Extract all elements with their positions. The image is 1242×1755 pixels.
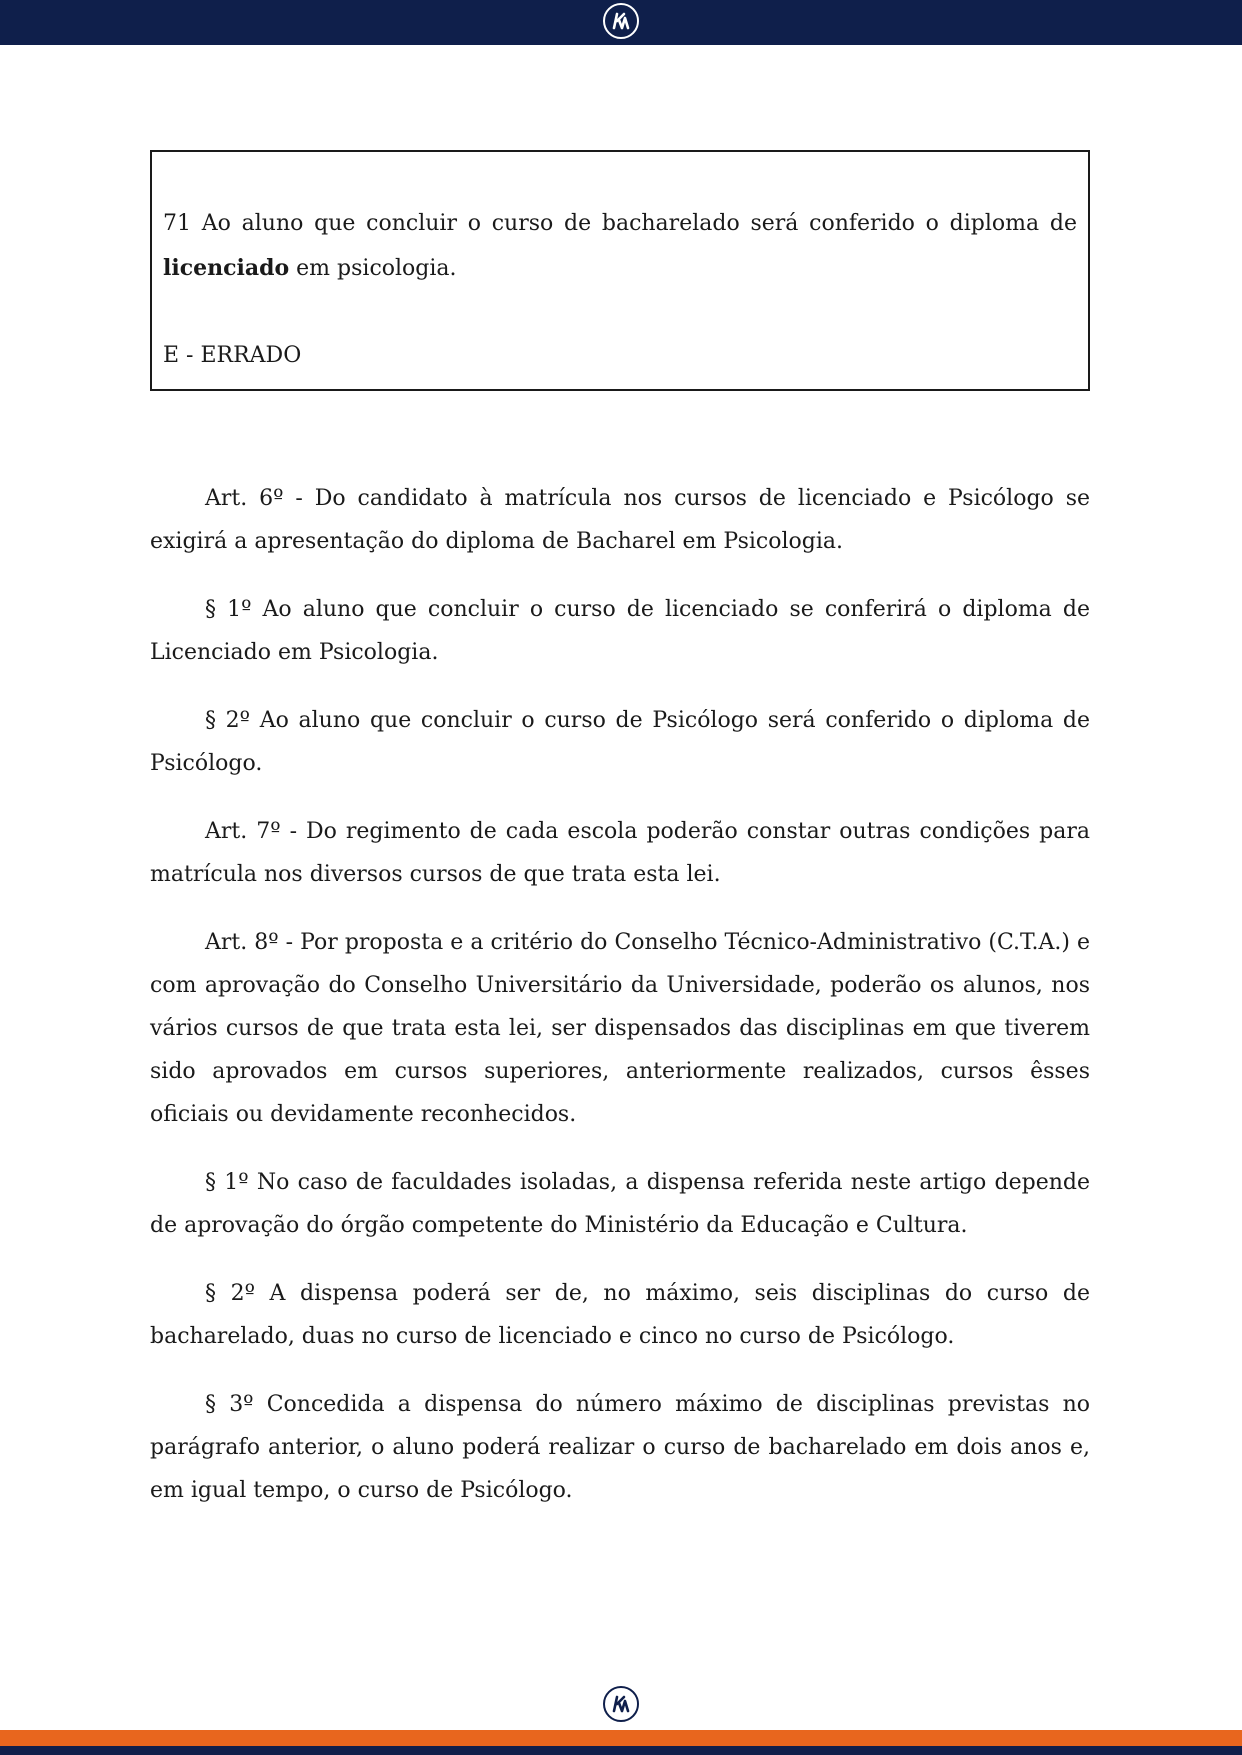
- paragraph-art-7: Art. 7º - Do regimento de cada escola poderão constar outras condições para matrícula nos diversos cursos de que trata esta lei.: [150, 819, 1090, 887]
- answer-label: E - ERRADO: [163, 343, 302, 368]
- question-box: [150, 150, 1090, 391]
- paragraph-art-8-sec-2: § 2º A dispensa poderá ser de, no máximo, seis disciplinas do curso de bacharelado, duas no curso de licenciado e cinco no curso de Psicólogo.: [150, 1281, 1090, 1349]
- paragraph-art-8-sec-3: § 3º Concedida a dispensa do número máximo de disciplinas previstas no parágrafo anterior, o aluno poderá realizar o curso de bacharelado em dois anos e, em igual tempo, o curso de Psicólogo.: [150, 1392, 1090, 1503]
- paragraph-art-6-sec-1: § 1º Ao aluno que concluir o curso de licenciado se conferirá o diploma de Licenciado em Psicologia.: [150, 597, 1090, 665]
- paragraph-art-8-sec-1: § 1º No caso de faculdades isoladas, a dispensa referida neste artigo depende de aprovação do órgão competente do Ministério da Educação e Cultura.: [150, 1170, 1090, 1238]
- km-logo-icon: [603, 3, 639, 39]
- paragraph-art-8: Art. 8º - Por proposta e a critério do Conselho Técnico-Administrativo (C.T.A.) e com aprovação do Conselho Universitário da Universidade, poderão os alunos, nos vários cursos de que trata esta lei, ser dispensados das disciplinas em que tiverem sido aprovados em cursos superiores, anteriormente realizados, cursos êsses oficiais ou devidamente reconhecidos.: [150, 930, 1090, 1127]
- km-logo-icon: [603, 1686, 639, 1722]
- paragraph-art-6-sec-2: § 2º Ao aluno que concluir o curso de Psicólogo será conferido o diploma de Psicólogo.: [150, 708, 1090, 776]
- law-text: [150, 477, 1090, 1537]
- paragraph-art-6: Art. 6º - Do candidato à matrícula nos cursos de licenciado e Psicólogo se exigirá a apresentação do diploma de Bacharel em Psicologia.: [150, 486, 1090, 554]
- footer-navy-bar: [0, 1746, 1242, 1755]
- question-text-end: em psicologia.: [289, 256, 457, 281]
- question-bold-term: licenciado: [163, 255, 290, 281]
- question-text-start: 71 Ao aluno que concluir o curso de bacharelado será conferido o diploma de: [163, 211, 1077, 236]
- footer-orange-bar: [0, 1730, 1242, 1746]
- header-bar: [0, 0, 1242, 45]
- question-text: [163, 202, 1077, 291]
